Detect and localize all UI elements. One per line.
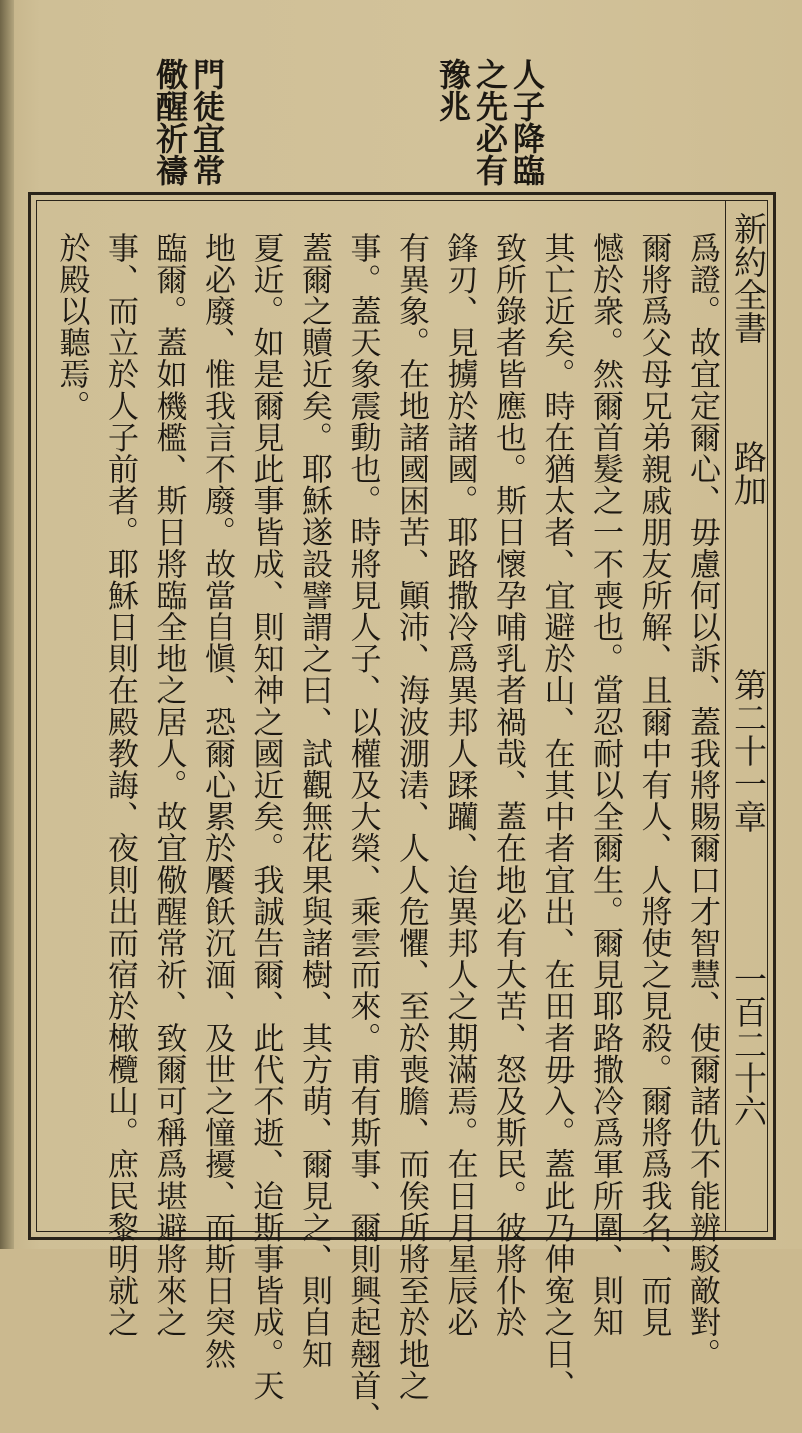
section-title: 路加: [729, 440, 768, 506]
text-column: 爾將爲父母兄弟親戚朋友所解、且爾中有人、人將使之見殺。爾將爲我名、而見: [635, 232, 672, 1338]
page-number: 一百二十六: [729, 962, 768, 1127]
book-title: 新約全書: [729, 212, 768, 344]
running-head-divider: [725, 200, 726, 1232]
running-head: [730, 212, 766, 344]
text-column: 臨爾。蓋如機檻、斯日將臨全地之居人。故宜儆醒常祈、致爾可稱爲堪避將來之: [150, 232, 187, 1338]
margin-note-line: 豫兆: [434, 58, 472, 122]
text-column: 事、而立於人子前者。耶穌日則在殿教誨、夜則出而宿於橄欖山。庶民黎明就之: [102, 232, 138, 1338]
text-column: 有異象。在地諸國困苦、顚沛、海波淜湱、人人危懼、至於喪膽、而俟所將至於地之: [393, 232, 429, 1402]
text-column: 於殿以聽焉。: [53, 232, 90, 422]
text-column: 憾於衆。然爾首髮之一不喪也。當忍耐以全爾生。爾見耶路撒冷爲軍所圍、則知: [587, 232, 623, 1338]
margin-note-line: 之先必有: [471, 58, 509, 186]
text-column: 事。蓋天象震動也。時將見人子、以權及大榮、乘雲而來。甫有斯事、爾則興起翹首、: [344, 232, 381, 1433]
text-column: 蓋爾之贖近矣。耶穌遂設譬謂之曰、試觀無花果與諸樹、其方萌、爾見之、則自知: [296, 232, 332, 1370]
margin-note-line: 門徒宜常: [188, 58, 226, 186]
text-column: 夏近。如是爾見此事皆成、則知神之國近矣。我誠告爾、此代不逝、迨斯事皆成。天: [247, 232, 284, 1402]
text-column: 其亡近矣。時在猶太者、宜避於山、在其中者宜出、在田者毋入。蓋此乃伸寃之日、: [538, 232, 575, 1402]
text-column: 地必廢、惟我言不廢。故當自愼、恐爾心累於饜飫沉湎、及世之憧擾、而斯日突然: [199, 232, 235, 1370]
page-gutter: [0, 0, 14, 1249]
margin-note-line: 人子降臨: [508, 58, 546, 186]
chapter-title: 第二十一章: [729, 668, 768, 833]
text-column: 爲證。故宜定爾心、毋慮何以訴、蓋我將賜爾口才智慧、使爾諸仇不能辨駁敵對。: [684, 232, 720, 1370]
text-column: 鋒刃、見擄於諸國。耶路撒冷爲異邦人蹂躪、迨異邦人之期滿焉。在日月星辰必: [441, 232, 478, 1338]
margin-note-line: 儆醒祈禱: [151, 58, 189, 186]
text-column: 致所錄者皆應也。斯日懷孕哺乳者禍哉、蓋在地必有大苦、怒及斯民。彼將仆於: [490, 232, 526, 1338]
